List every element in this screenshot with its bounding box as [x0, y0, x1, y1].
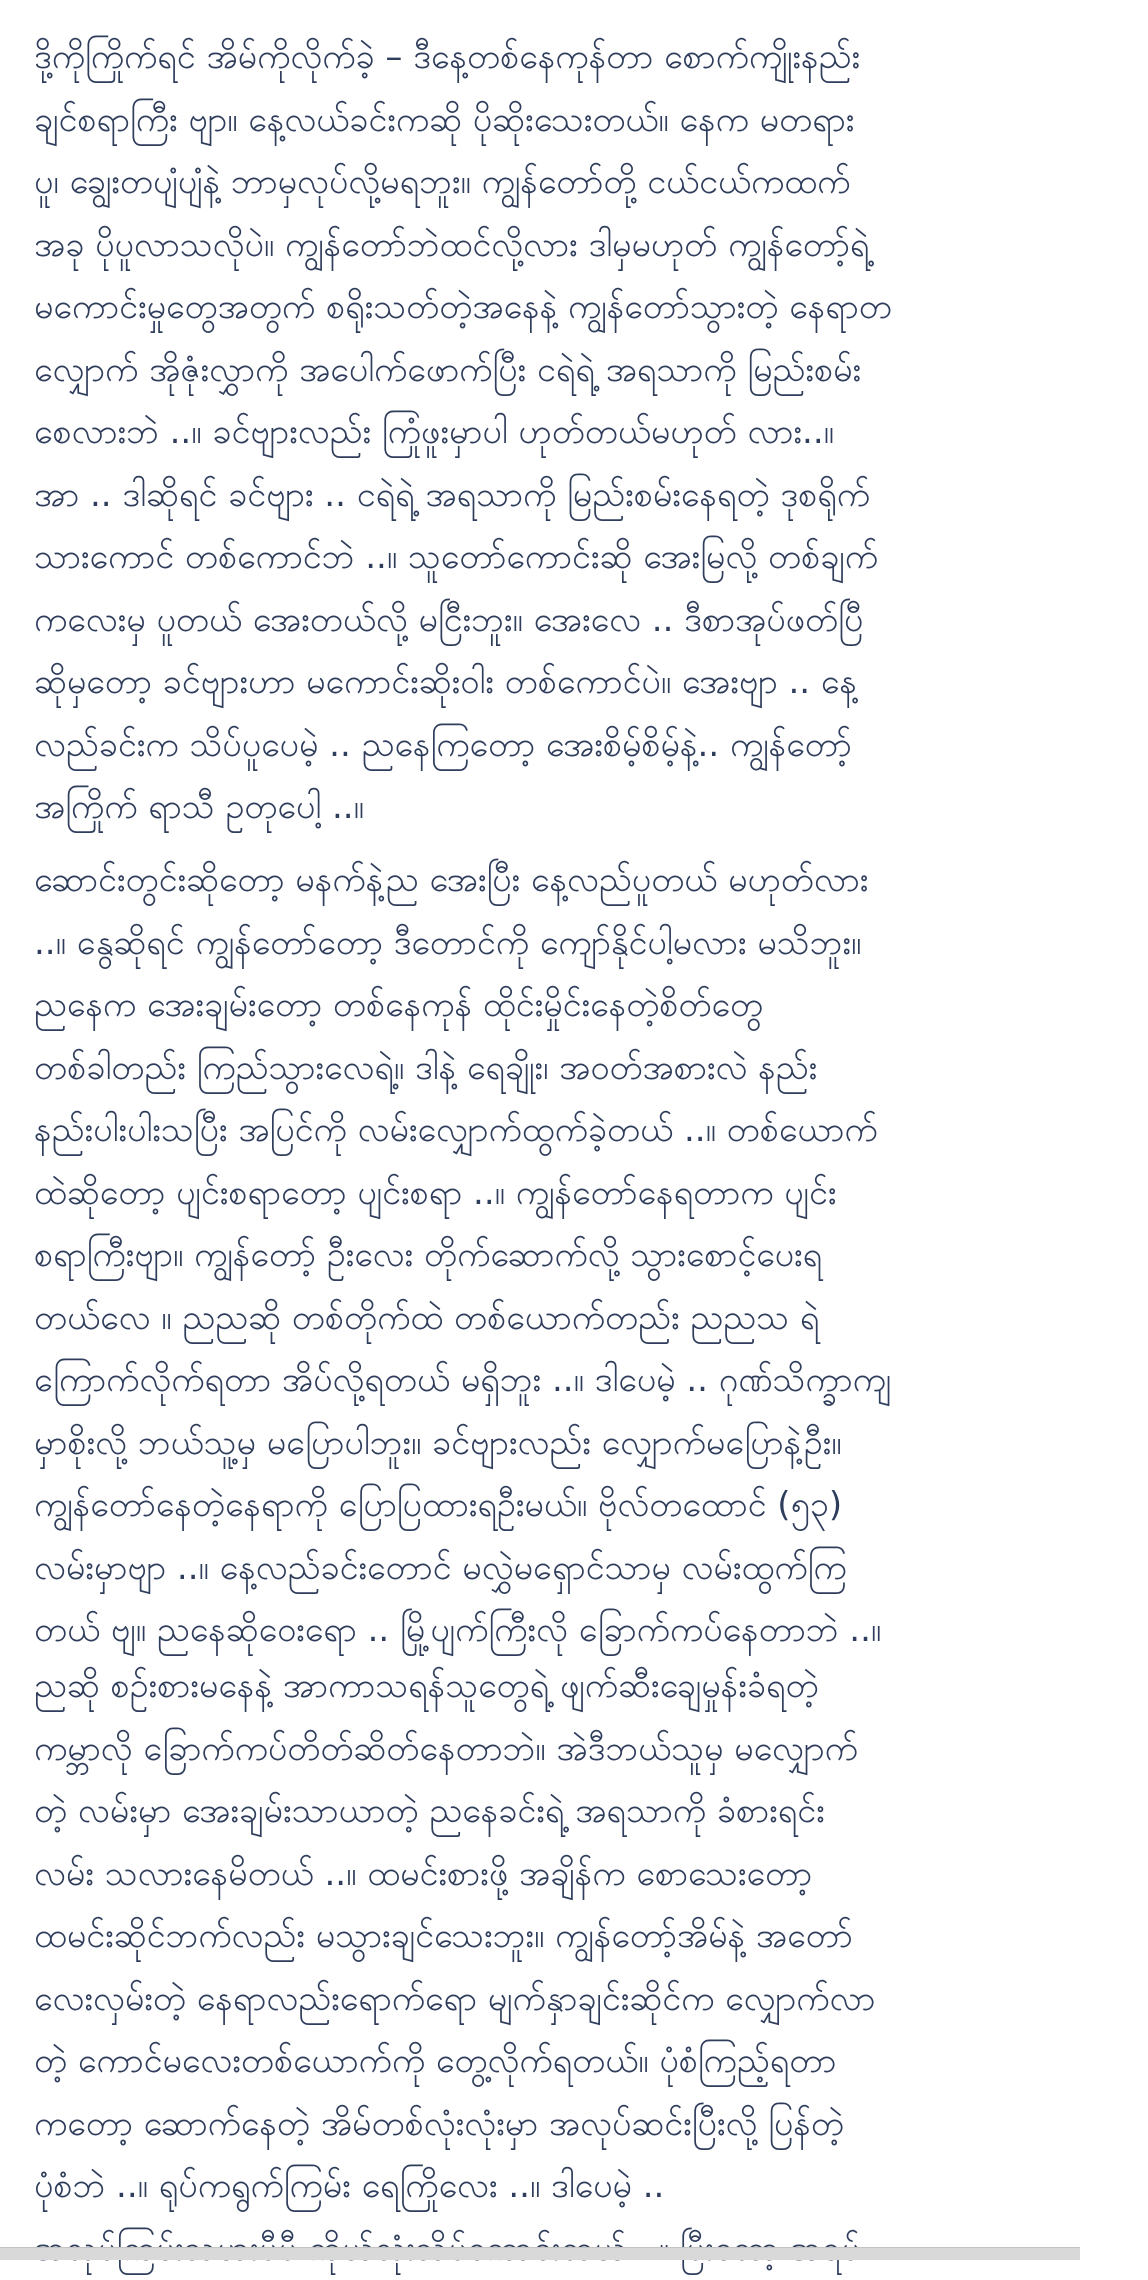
text-line: ကြောက်လိုက်ရတာ အိပ်လို့ရတယ် မရှိဘူး ..။ ဒါပေမဲ့ .. ဂုဏ်သိက္ခာကျ — [34, 1349, 1114, 1412]
text-line: မှာစိုးလို့ ဘယ်သူ့မှ မပြောပါဘူး။ ခင်ဗျားလည်း လျှောက်မပြောနဲ့ဦး။ — [34, 1412, 1114, 1475]
text-line: ဒို့ကိုကြိုက်ရင် အိမ်ကိုလိုက်ခဲ့ – ဒီနေ့တစ်နေကုန်တာ စောက်ကျိုးနည်း — [34, 26, 1114, 89]
text-line: ကတော့ ဆောက်နေတဲ့ အိမ်တစ်လုံးလုံးမှာ အလုပ်ဆင်းပြီးလို့ ပြန်တဲ့ — [34, 2093, 1114, 2156]
text-line: ထဲဆိုတော့ ပျင်းစရာတော့ ပျင်းစရာ ..။ ကျွန်တော်နေရတာက ပျင်း — [34, 1162, 1114, 1225]
text-line: ..။ နွေဆိုရင် ကျွန်တော်တော့ ဒီတောင်ကို ကျော်နိုင်ပါ့မလား မသိဘူး။ — [34, 912, 1114, 975]
text-line: ဆောင်းတွင်းဆိုတော့ မနက်နဲ့ည အေးပြီး နေ့လည်ပူတယ် မဟုတ်လား — [34, 849, 1114, 912]
text-line: လမ်း သလားနေမိတယ် ..။ ထမင်းစားဖို့ အချိန်က စောသေးတော့ — [34, 1843, 1114, 1906]
text-line: လည်ခင်းက သိပ်ပူပေမဲ့ .. ညနေကြတော့ အေးစိမ့်စိမ့်နဲ့.. ကျွန်တော့် — [34, 714, 1114, 777]
text-line: ပုံစံဘဲ ..။ ရုပ်ကရွက်ကြမ်း ရေကြိုလေး ..။ ဒါပေမဲ့ .. — [34, 2155, 1114, 2218]
bottom-navigation-bar — [0, 2247, 1080, 2260]
text-line: ကျွန်တော်နေတဲ့နေရာကို ပြောပြထားရဦးမယ်။ ဗိုလ်တထောင် (၅၃) — [34, 1474, 1114, 1537]
text-line: တယ်လေ ။ ညညဆို တစ်တိုက်ထဲ တစ်ယောက်တည်း ညညသ ရဲ — [34, 1287, 1114, 1350]
text-line: လမ်းမှာဗျာ ..။ နေ့လည်ခင်းတောင် မလွှဲမရှောင်သာမှ လမ်းထွက်ကြ — [34, 1537, 1114, 1600]
text-line: အခု ပိုပူလာသလိုပဲ။ ကျွန်တော်ဘဲထင်လို့လား ဒါမှမဟုတ် ကျွန်တော့်ရဲ့ — [34, 214, 1114, 277]
text-line: ညဆို စဉ်းစားမနေနဲ့ အာကာသရန်သူတွေရဲ့ ဖျက်ဆီးချေမှုန်းခံရတဲ့ — [34, 1655, 1114, 1718]
text-line: အာ .. ဒါဆိုရင် ခင်ဗျား .. ငရဲရဲ့ အရသာကို မြည်းစမ်းနေရတဲ့ ဒုစရိုက် — [34, 464, 1114, 527]
text-line: ညနေက အေးချမ်းတော့ တစ်နေကုန် ထိုင်းမှိုင်းနေတဲ့စိတ်တွေ — [34, 974, 1114, 1037]
text-line: ဆိုမှတော့ ခင်ဗျားဟာ မကောင်းဆိုးဝါး တစ်ကောင်ပဲ။ အေးဗျာ .. နေ့ — [34, 651, 1114, 714]
text-line: စရာကြီးဗျာ။ ကျွန်တော့် ဦးလေး တိုက်ဆောက်လို့ သွားစောင့်ပေးရ — [34, 1224, 1114, 1287]
text-line: သားကောင် တစ်ကောင်ဘဲ ..။ သူတော်ကောင်းဆို အေးမြလို့ တစ်ချက် — [34, 526, 1114, 589]
text-line: ချင်စရာကြီး ဗျာ။ နေ့လယ်ခင်းကဆို ပိုဆိုးသေးတယ်။ နေက မတရား — [34, 89, 1114, 152]
paragraph-3 — [0, 1655, 1148, 2280]
text-line: လျှောက် အိုဇုံးလွှာကို အပေါက်ဖောက်ပြီး ငရဲရဲ့ အရသာကို မြည်းစမ်း — [34, 339, 1114, 402]
text-line: အကြိုက် ရာသီ ဥတုပေါ့ ..။ — [34, 776, 1114, 839]
paragraph-1 — [0, 26, 1148, 839]
paragraph-2 — [0, 849, 1148, 1662]
text-line: တယ် ဗျ။ ညနေဆိုဝေးရော .. မြို့ပျက်ကြီးလို ခြောက်ကပ်နေတာဘဲ ..။ — [34, 1599, 1114, 1662]
text-line: ကလေးမှ ပူတယ် အေးတယ်လို့ မငြီးဘူး။ အေးလေ .. ဒီစာအုပ်ဖတ်ပြီ — [34, 589, 1114, 652]
text-line: ထမင်းဆိုင်ဘက်လည်း မသွားချင်သေးဘူး။ ကျွန်တော့်အိမ်နဲ့ အတော် — [34, 1905, 1114, 1968]
text-line: ပူ၊ ချွေးတပျံပျံနဲ့ ဘာမှလုပ်လို့မရဘူး။ ကျွန်တော်တို့ ငယ်ငယ်ကထက် — [34, 151, 1114, 214]
text-line: တဲ့ ကောင်မလေးတစ်ယောက်ကို တွေ့လိုက်ရတယ်။ ပုံစံကြည့်ရတာ — [34, 2030, 1114, 2093]
text-line: စေလားဘဲ ..။ ခင်ဗျားလည်း ကြုံဖူးမှာပါ ဟုတ်တယ်မဟုတ် လား..။ — [34, 401, 1114, 464]
text-line: မကောင်းမှုတွေအတွက် စရိုးသတ်တဲ့အနေနဲ့ ကျွန်တော်သွားတဲ့ နေရာတ — [34, 276, 1114, 339]
text-line: လေးလှမ်းတဲ့ နေရာလည်းရောက်ရော မျက်နှာချင်းဆိုင်က လျှောက်လာ — [34, 1968, 1114, 2031]
text-line: တစ်ခါတည်း ကြည်သွားလေရဲ့။ ဒါနဲ့ ရေချိုး၊ အဝတ်အစားလဲ နည်း — [34, 1037, 1114, 1100]
text-line: တဲ့ လမ်းမှာ အေးချမ်းသာယာတဲ့ ညနေခင်းရဲ့ အရသာကို ခံစားရင်း — [34, 1780, 1114, 1843]
text-line: ကမ္ဘာလို ခြောက်ကပ်တိတ်ဆိတ်နေတာဘဲ။ အဲဒီဘယ်သူမှ မလျှောက် — [34, 1718, 1114, 1781]
text-line: နည်းပါးပါးသပြီး အပြင်ကို လမ်းလျှောက်ထွက်ခဲ့တယ် ..။ တစ်ယောက် — [34, 1099, 1114, 1162]
